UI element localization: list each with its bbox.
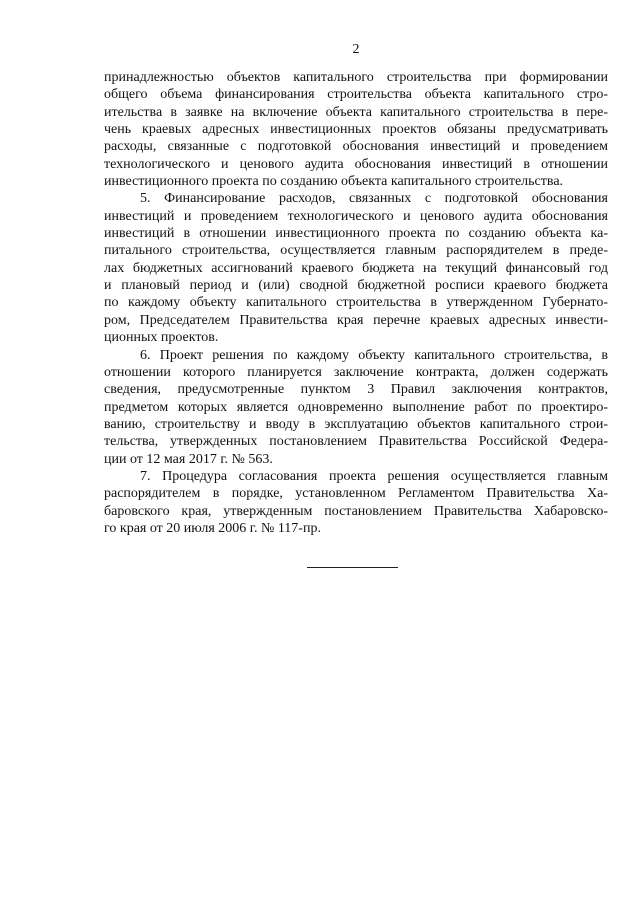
text-line: лах бюджетных ассигнований краевого бюджета на текущий финансовый год — [104, 260, 608, 276]
paragraph-item-7 — [104, 468, 608, 537]
end-separator-line — [307, 567, 398, 568]
text-line: 7. Процедура согласования проекта решения осуществляется главным — [140, 468, 608, 484]
paragraph-item-6 — [104, 347, 608, 468]
text-line: тельства, утвержденных постановлением Правительства Российской Федера- — [104, 434, 608, 450]
document-body — [104, 69, 608, 537]
text-line: ительства в заявке на включение объекта капитального строительства в пере- — [104, 104, 608, 120]
text-line: распорядителем в порядке, установленном Регламентом Правительства Ха- — [104, 486, 608, 502]
text-line: расходы, связанные с подготовкой обоснования инвестиций и проведением — [104, 139, 608, 155]
text-line: 6. Проект решения по каждому объекту капитального строительства, в — [140, 347, 608, 363]
page-number: 2 — [352, 42, 360, 57]
text-line: баровского края, утвержденным постановлением Правительства Хабаровско- — [104, 503, 608, 519]
text-line: ционных проектов. — [104, 330, 219, 346]
text-line: ции от 12 мая 2017 г. № 563. — [104, 451, 273, 467]
text-line: питального строительства, осуществляется главным распорядителем в преде- — [104, 243, 608, 259]
text-line: 5. Финансирование расходов, связанных с подготовкой обоснования — [140, 191, 608, 207]
text-line: по каждому объекту капитального строительства в утвержденном Губернато- — [104, 295, 608, 311]
text-line: отношении которого планируется заключение контракта, должен содержать — [104, 364, 608, 380]
text-line: технологического и ценового аудита обоснования инвестиций в отношении — [104, 156, 608, 172]
text-line: и плановый период и (или) сводной бюджетной росписи краевого бюджета — [104, 278, 608, 294]
text-line: принадлежностью объектов капитального строительства при формировании — [104, 70, 608, 85]
text-line: инвестиций в отношении инвестиционного проекта по созданию объекта ка- — [104, 226, 608, 242]
text-line: инвестиций и проведением технологического и ценового аудита обоснования — [104, 208, 608, 224]
text-line: чень краевых адресных инвестиционных проектов обязаны предусматривать — [104, 122, 608, 138]
text-line: предметом которых является одновременно выполнение работ по проектиро- — [104, 399, 608, 415]
text-line: ванию, строительству и вводу в эксплуатацию объектов капитального строи- — [104, 416, 608, 432]
text-line: инвестиционного проекта по созданию объекта капитального строительства. — [104, 174, 564, 190]
text-line: ром, Председателем Правительства края перечне краевых адресных инвести- — [104, 312, 608, 328]
text-line: го края от 20 июля 2006 г. № 117-пр. — [104, 520, 321, 536]
text-line: общего объема финансирования строительства объекта капитального стро- — [104, 87, 608, 103]
text-line: сведения, предусмотренные пунктом 3 Правил заключения контрактов, — [104, 382, 608, 398]
paragraph-item-5 — [104, 190, 608, 346]
paragraph-continuation — [104, 69, 608, 190]
